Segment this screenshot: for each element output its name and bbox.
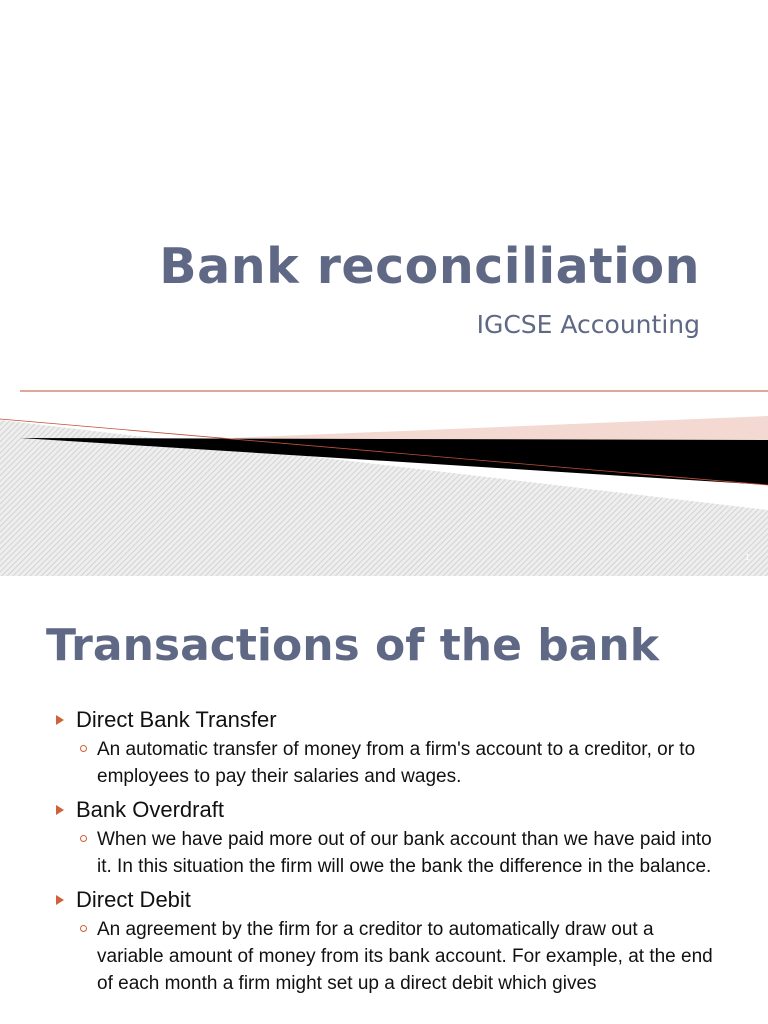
content-slide <box>0 576 768 1024</box>
triangle-bullet-icon <box>56 895 64 905</box>
bullet-text: Direct Debit <box>76 887 191 912</box>
sub-bullet-text: When we have paid more out of our bank account than we have paid into it. In this situation the firm will owe the bank the difference in the balance. <box>97 829 712 877</box>
sub-bullet-item <box>0 736 768 790</box>
circle-bullet-icon <box>80 745 87 752</box>
bullet-item <box>0 794 768 826</box>
slide-title: Transactions of the bank <box>46 620 660 671</box>
circle-bullet-icon <box>80 835 87 842</box>
bullet-text: Direct Bank Transfer <box>76 707 277 732</box>
bullet-item <box>0 704 768 736</box>
sub-bullet-group <box>0 916 768 997</box>
slide-subtitle: IGCSE Accounting <box>476 310 700 339</box>
triangle-bullet-icon <box>56 715 64 725</box>
slide-number: 1 <box>744 553 750 562</box>
bullet-list <box>0 704 768 1001</box>
triangle-bullet-icon <box>56 805 64 815</box>
sub-bullet-group <box>0 826 768 880</box>
slide-title: Bank reconciliation <box>159 238 700 295</box>
sub-bullet-group <box>0 736 768 790</box>
bullet-text: Bank Overdraft <box>76 797 224 822</box>
circle-bullet-icon <box>80 925 87 932</box>
pink-band <box>230 416 768 440</box>
bullet-item <box>0 884 768 916</box>
sub-bullet-text: An agreement by the firm for a creditor to automatically draw out a variable amount of money from its bank account. For example, at the end of each month a firm might set up a direct debit which gives <box>97 919 713 994</box>
sub-bullet-item <box>0 826 768 880</box>
sub-bullet-text: An automatic transfer of money from a firm's account to a creditor, or to employees to pay their salaries and wages. <box>97 739 696 787</box>
sub-bullet-item <box>0 916 768 997</box>
